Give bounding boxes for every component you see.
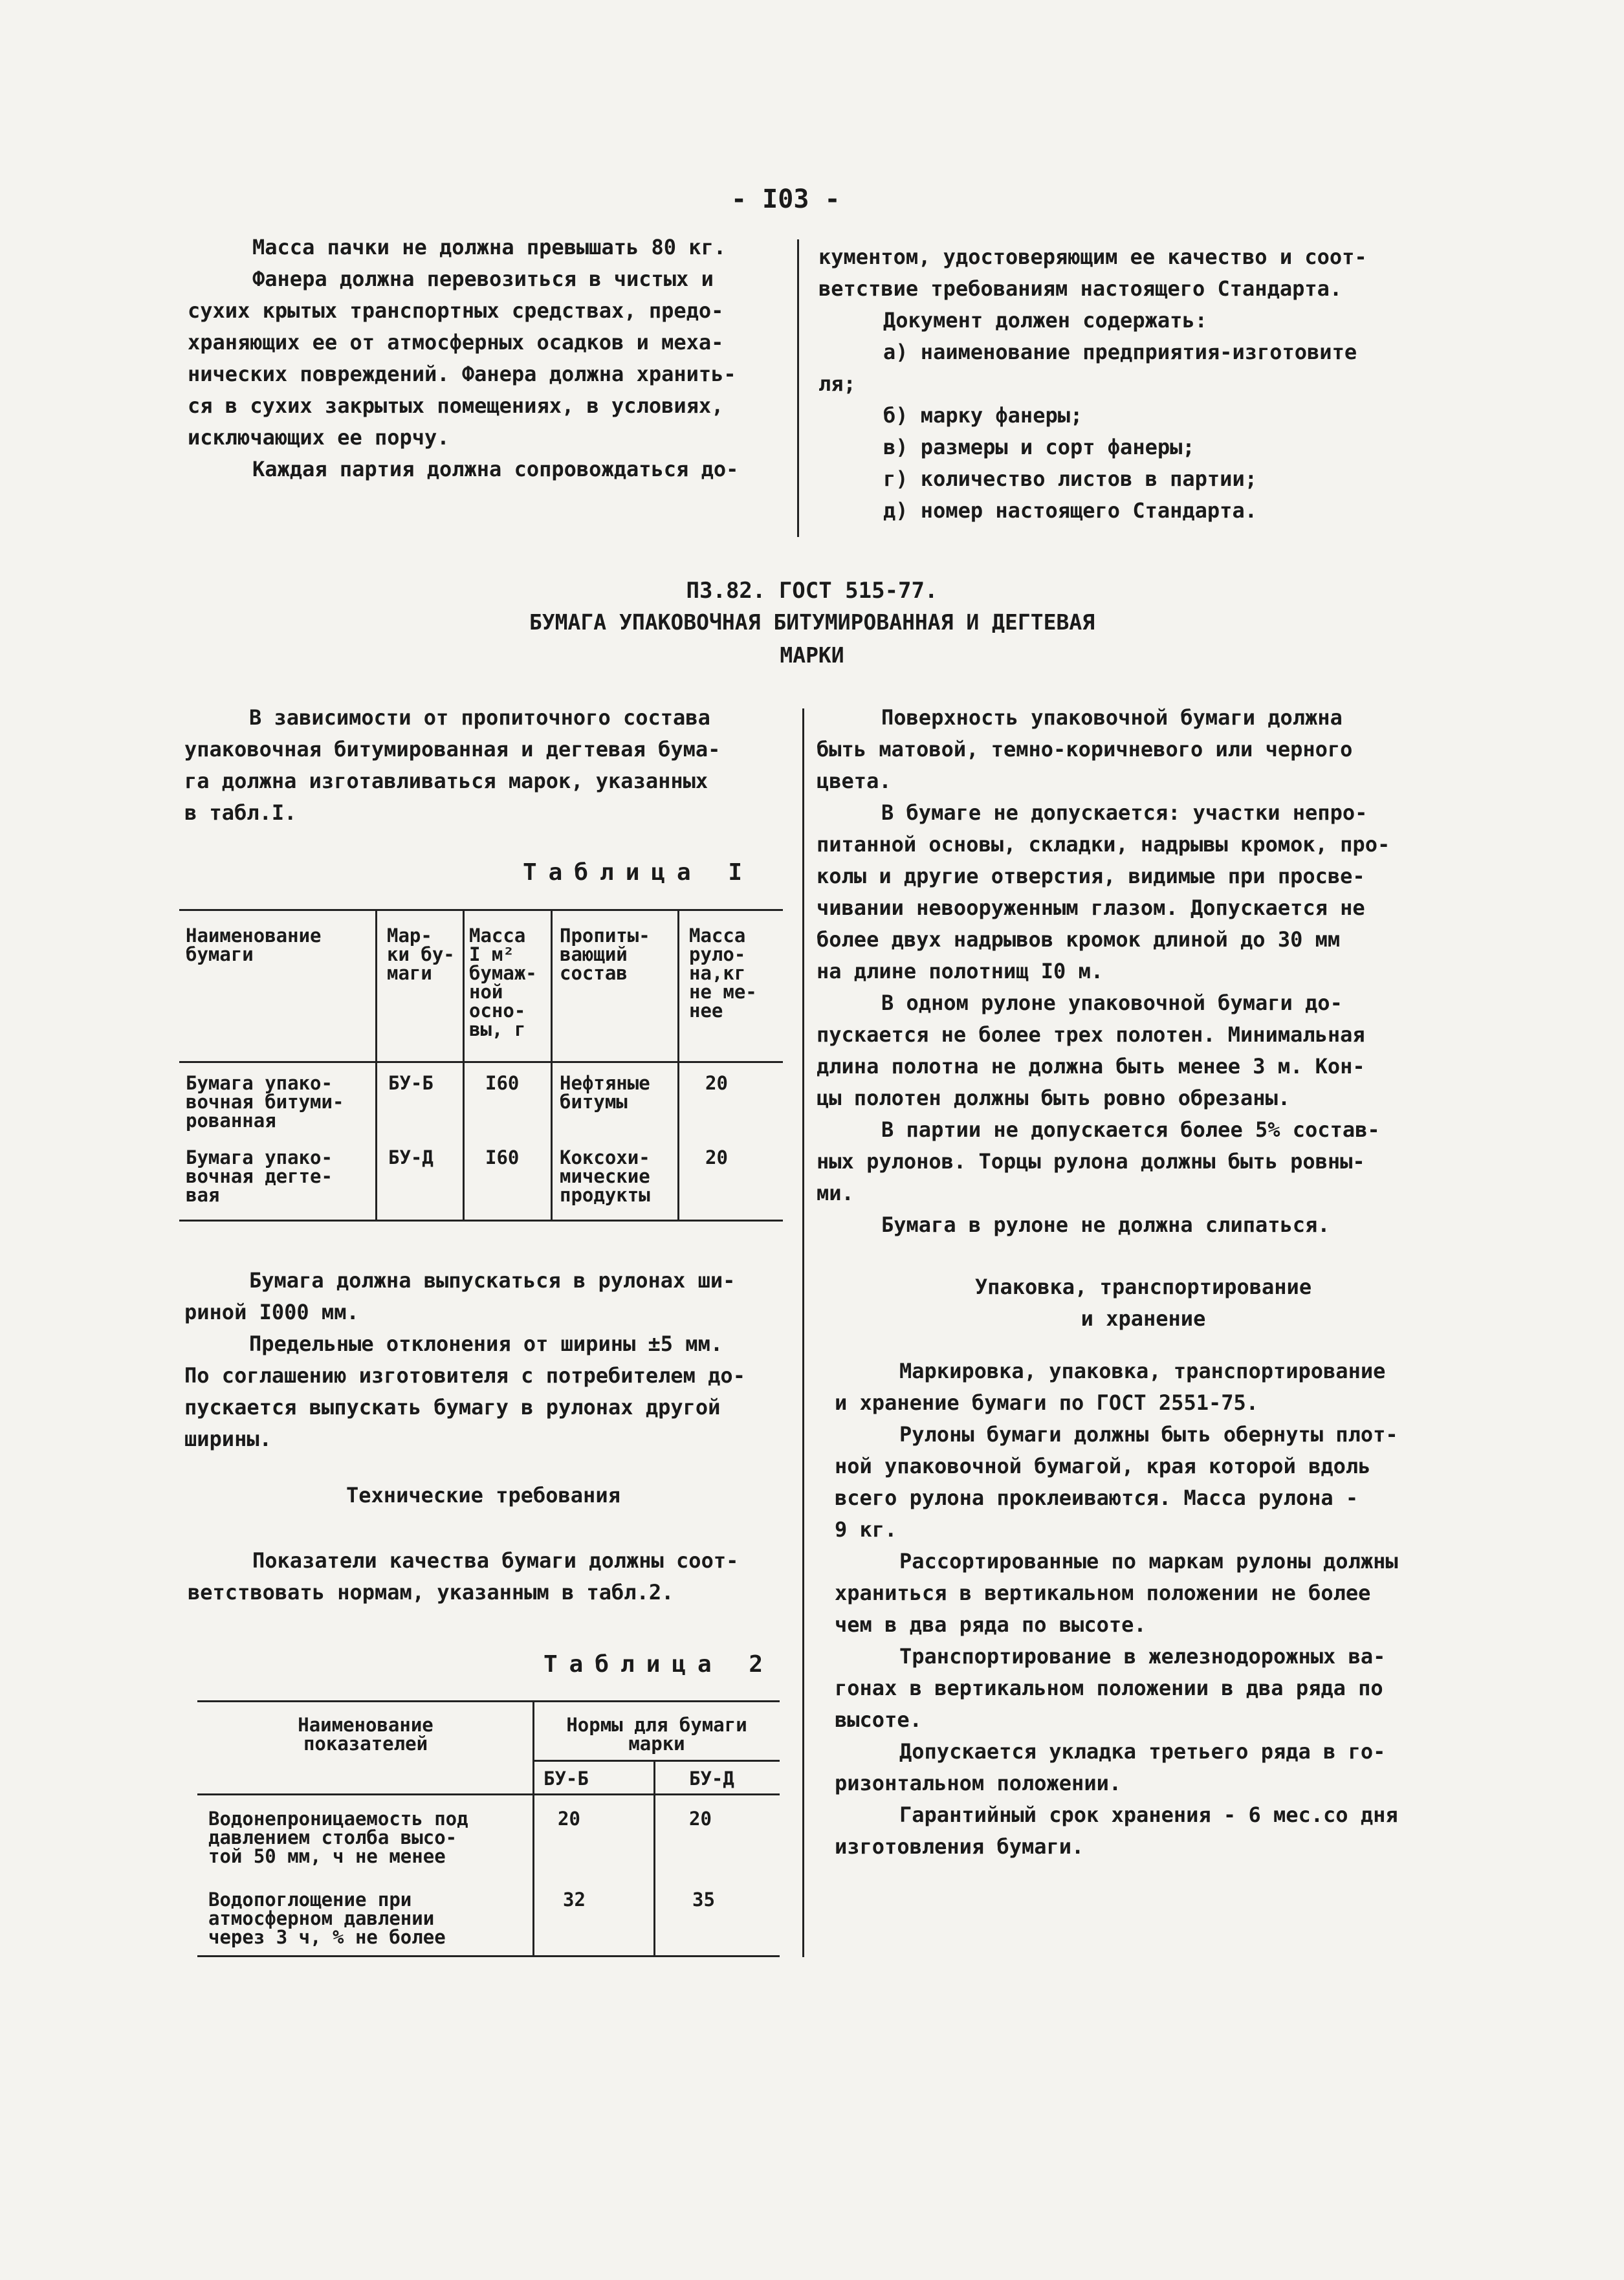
paragraph-line: По соглашению изготовителя с потребителем до-	[184, 1363, 745, 1388]
paragraph-line: чем в два ряда по высоте.	[835, 1612, 1147, 1637]
table2-subheader-bu-b: БУ-Б	[543, 1768, 589, 1790]
paragraph-line: В одном рулоне упаковочной бумаги до-	[881, 991, 1343, 1015]
paragraph-line: Бумага должна выпускаться в рулонах ши-	[249, 1268, 736, 1293]
table1-caption: Таблица I	[523, 859, 754, 886]
table2-subheader-bu-d: БУ-Д	[689, 1768, 734, 1790]
paragraph-line: Рулоны бумаги должны быть обернуты плот-	[899, 1422, 1398, 1447]
paragraph-line: храниться в вертикальном положении не более	[835, 1581, 1371, 1605]
paragraph-line: храняющих ее от атмосферных осадков и меха-	[188, 330, 724, 355]
paragraph-line: кументом, удостоверяющим ее качество и соот-	[818, 245, 1367, 269]
table1-row2-roll-mass: 20	[705, 1146, 728, 1168]
paragraph-line: Рассортированные по маркам рулоны должны	[899, 1549, 1398, 1573]
paragraph-line: риной I000 мм.	[184, 1300, 359, 1324]
section-title: БУМАГА УПАКОВОЧНАЯ БИТУМИРОВАННАЯ И ДЕГТЕВАЯ	[529, 609, 1095, 635]
paragraph-line: ной упаковочной бумагой, края которой вдоль	[835, 1454, 1371, 1478]
paragraph-line: В бумаге не допускается: участки непро-	[881, 800, 1368, 825]
table1-row1-impregnant: Нефтяные битумы	[560, 1072, 650, 1113]
paragraph-line: 9 кг.	[835, 1517, 897, 1542]
table1-row1-mass: I60	[485, 1072, 520, 1094]
paragraph-line: высоте.	[835, 1707, 922, 1732]
left-intro	[184, 702, 780, 829]
paragraph-line: питанной основы, складки, надрывы кромок, про-	[817, 832, 1390, 857]
paragraph-line: Документ должен содержать:	[883, 308, 1207, 333]
paragraph-line: цы полотен должны быть ровно обрезаны.	[817, 1086, 1291, 1110]
list-item: д) номер настоящего Стандарта.	[883, 498, 1257, 523]
left-tech	[188, 1545, 796, 1608]
table2-header-name: Наименование показателей	[298, 1714, 433, 1755]
right-column	[817, 702, 1470, 1241]
paragraph-line: пускается выпускать бумагу в рулонах другой	[184, 1395, 721, 1420]
paragraph-line: более двух надрывов кромок длиной до 30 мм	[817, 927, 1341, 952]
list-item: в) размеры и сорт фанеры;	[883, 435, 1195, 459]
paragraph-line: Фанера должна перевозиться в чистых и	[252, 267, 714, 291]
paragraph-line: изготовления бумаги.	[835, 1834, 1084, 1859]
list-item: б) марку фанеры;	[883, 403, 1083, 428]
paragraph-line: В партии не допускается более 5% состав-	[881, 1117, 1380, 1142]
paragraph-line: длина полотна не должна быть менее 3 м. Кон-	[817, 1054, 1365, 1079]
paragraph-line: всего рулона проклеиваются. Масса рулона -	[835, 1485, 1359, 1510]
paragraph-line: в табл.I.	[184, 800, 297, 825]
tech-heading: Технические требования	[346, 1483, 620, 1507]
table1-row2-mass: I60	[485, 1146, 520, 1168]
paragraph-line: ризонтальном положении.	[835, 1771, 1122, 1795]
table1-header-impregnant: Пропиты- вающий состав	[560, 925, 650, 984]
paragraph-line: Поверхность упаковочной бумаги должна	[881, 705, 1343, 730]
paragraph-line: ветствие требованиям настоящего Стандарта.	[818, 276, 1343, 301]
table1-header-roll-mass: Масса руло- на,кг не ме- нее	[689, 925, 757, 1022]
paragraph-line: сухих крытых транспортных средствах, предо-	[188, 298, 724, 323]
pack-heading-line: и хранение	[1081, 1306, 1206, 1331]
table1-header-mark: Мар- ки бу- маги	[387, 925, 455, 984]
table2-row2-bu-b: 32	[563, 1889, 586, 1911]
pack-heading	[817, 1271, 1470, 1335]
paragraph-line: и хранение бумаги по ГОСТ 2551-75.	[835, 1390, 1259, 1415]
paragraph-line: Допускается укладка третьего ряда в го-	[899, 1739, 1386, 1764]
left-mid	[184, 1265, 793, 1455]
table2-row1-bu-b: 20	[558, 1808, 580, 1830]
paragraph-line: Каждая партия должна сопровождаться до-	[252, 457, 739, 481]
table2-row2-name: Водопоглощение при атмосферном давлении через 3 ч, % не более	[208, 1889, 446, 1948]
paragraph-line: ных рулонов. Торцы рулона должны быть ровны-	[817, 1149, 1365, 1174]
right-pack	[835, 1355, 1475, 1863]
paragraph-line: ветствовать нормам, указанным в табл.2.	[188, 1580, 674, 1605]
paragraph-line: гонах в вертикальном положении в два ряда по	[835, 1676, 1383, 1700]
table1-row1-mark: БУ-Б	[388, 1072, 433, 1094]
section-subtitle: МАРКИ	[780, 642, 844, 668]
paragraph-line: упаковочная битумированная и дегтевая бума-	[184, 737, 721, 762]
page-number: - I03 -	[731, 184, 840, 214]
table1-row2-name: Бумага упако- вочная дегте- вая	[186, 1146, 333, 1206]
list-item: г) количество листов в партии;	[883, 466, 1257, 491]
table1-row2-impregnant: Коксохи- мические продукты	[560, 1146, 650, 1206]
paragraph-line: В зависимости от пропиточного состава	[249, 705, 710, 730]
paragraph-line: на длине полотнищ I0 м.	[817, 959, 1104, 983]
paragraph-line: Предельные отклонения от ширины ±5 мм.	[249, 1332, 723, 1356]
column-divider-top	[797, 239, 799, 537]
paragraph-line: ширины.	[184, 1427, 272, 1451]
paragraph-line: быть матовой, темно-коричневого или черного	[817, 737, 1353, 762]
top-left-column	[188, 232, 757, 485]
paragraph-line: га должна изготавливаться марок, указанных	[184, 769, 708, 793]
top-right-column	[818, 241, 1453, 527]
table2-header-norms: Нормы для бумаги марки	[566, 1714, 747, 1755]
paragraph-line: пускается не более трех полотен. Минимальная	[817, 1022, 1365, 1047]
table1-row1-roll-mass: 20	[705, 1072, 728, 1094]
table2-row1-bu-d: 20	[689, 1808, 712, 1830]
table1-header-name: Наименование бумаги	[186, 925, 322, 965]
pack-heading-line: Упаковка, транспортирование	[974, 1275, 1312, 1299]
paragraph-line: ми.	[817, 1181, 854, 1205]
table1-row2-mark: БУ-Д	[388, 1146, 433, 1168]
paragraph-line: Масса пачки не должна превышать 80 кг.	[252, 235, 727, 259]
table2-row1-name: Водонепроницаемость под давлением столба высо- той 50 мм, ч не менее	[208, 1808, 468, 1867]
paragraph-line: колы и другие отверстия, видимые при просве-	[817, 864, 1365, 888]
paragraph-line: нических повреждений. Фанера должна хранить-	[188, 362, 736, 386]
paragraph-line: Гарантийный срок хранения - 6 мес.со дня	[899, 1803, 1398, 1827]
table2-row2-bu-d: 35	[692, 1889, 715, 1911]
list-item: ля;	[818, 371, 856, 396]
paragraph-line: ся в сухих закрытых помещениях, в условиях,	[188, 393, 724, 418]
paragraph-line: чивании невооруженным глазом. Допускается не	[817, 895, 1365, 920]
paragraph-line: Бумага в рулоне не должна слипаться.	[881, 1212, 1330, 1237]
paragraph-line: Показатели качества бумаги должны соот-	[252, 1548, 739, 1573]
table1-row1-name: Бумага упако- вочная битуми- рованная	[186, 1072, 344, 1132]
column-divider-lower	[802, 708, 804, 1957]
table2-caption: Таблица 2	[543, 1651, 775, 1678]
paragraph-line: Транспортирование в железнодорожных ва-	[899, 1644, 1386, 1669]
list-item: а) наименование предприятия-изготовите	[883, 340, 1357, 364]
paragraph-line: Маркировка, упаковка, транспортирование	[899, 1359, 1386, 1383]
section-number: ПЗ.82. ГОСТ 515-77.	[686, 578, 938, 604]
paragraph-line: цвета.	[817, 769, 892, 793]
paragraph-line: исключающих ее порчу.	[188, 425, 450, 450]
table1-header-mass: Масса I м² бумаж- ной осно- вы, г	[469, 925, 537, 1040]
